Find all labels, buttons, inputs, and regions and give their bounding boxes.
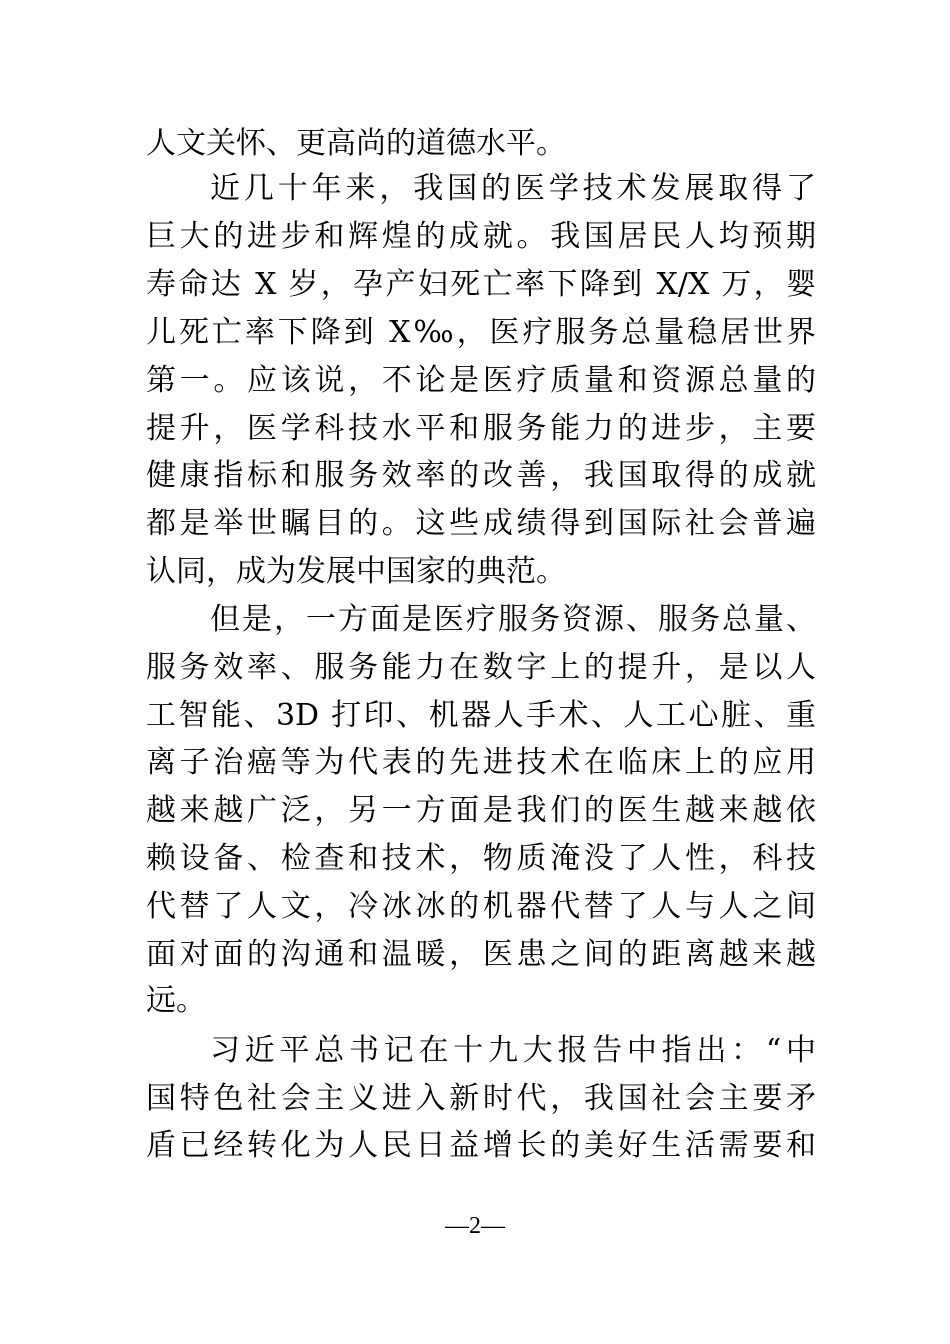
text-line: 人文关怀、更高尚的道德水平。: [146, 126, 566, 161]
text-line: 第一。应该说，不论是医疗质量和资源总量的: [146, 363, 816, 398]
page-number: —2—: [445, 1213, 505, 1239]
text-line: 都是举世瞩目的。这些成绩得到国际社会普遍: [146, 506, 816, 541]
text-line: 服务效率、服务能力在数字上的提升，是以人: [146, 650, 816, 685]
text-line: 远。: [146, 983, 206, 1018]
text-line: 越来越广泛，另一方面是我们的医生越来越依: [146, 793, 816, 828]
text-line: 儿死亡率下降到 X‰，医疗服务总量稳居世界: [146, 315, 816, 350]
text-line: 健康指标和服务效率的改善，我国取得的成就: [146, 458, 816, 493]
text-line: 盾已经转化为人民日益增长的美好生活需要和: [146, 1128, 816, 1163]
text-line: 离子治癌等为代表的先进技术在临床上的应用: [146, 745, 816, 780]
text-line: 工智能、3D 打印、机器人手术、人工心脏、重: [146, 698, 816, 733]
text-line: 但是，一方面是医疗服务资源、服务总量、: [210, 602, 816, 637]
text-line: 面对面的沟通和温暖，医患之间的距离越来越: [146, 937, 816, 972]
text-line: 国特色社会主义进入新时代，我国社会主要矛: [146, 1081, 816, 1116]
text-line: 习近平总书记在十九大报告中指出：“中: [210, 1033, 816, 1068]
text-line: 近几十年来，我国的医学技术发展取得了: [210, 171, 816, 206]
text-line: 寿命达 X 岁，孕产妇死亡率下降到 X/X 万，婴: [146, 267, 816, 302]
text-line: 赖设备、检查和技术，物质淹没了人性，科技: [146, 841, 816, 876]
text-line: 代替了人文，冷冰冰的机器代替了人与人之间: [146, 889, 816, 924]
text-line: 认同，成为发展中国家的典范。: [146, 554, 566, 589]
text-line: 提升，医学科技水平和服务能力的进步，主要: [146, 411, 816, 446]
text-line: 巨大的进步和辉煌的成就。我国居民人均预期: [146, 219, 816, 254]
